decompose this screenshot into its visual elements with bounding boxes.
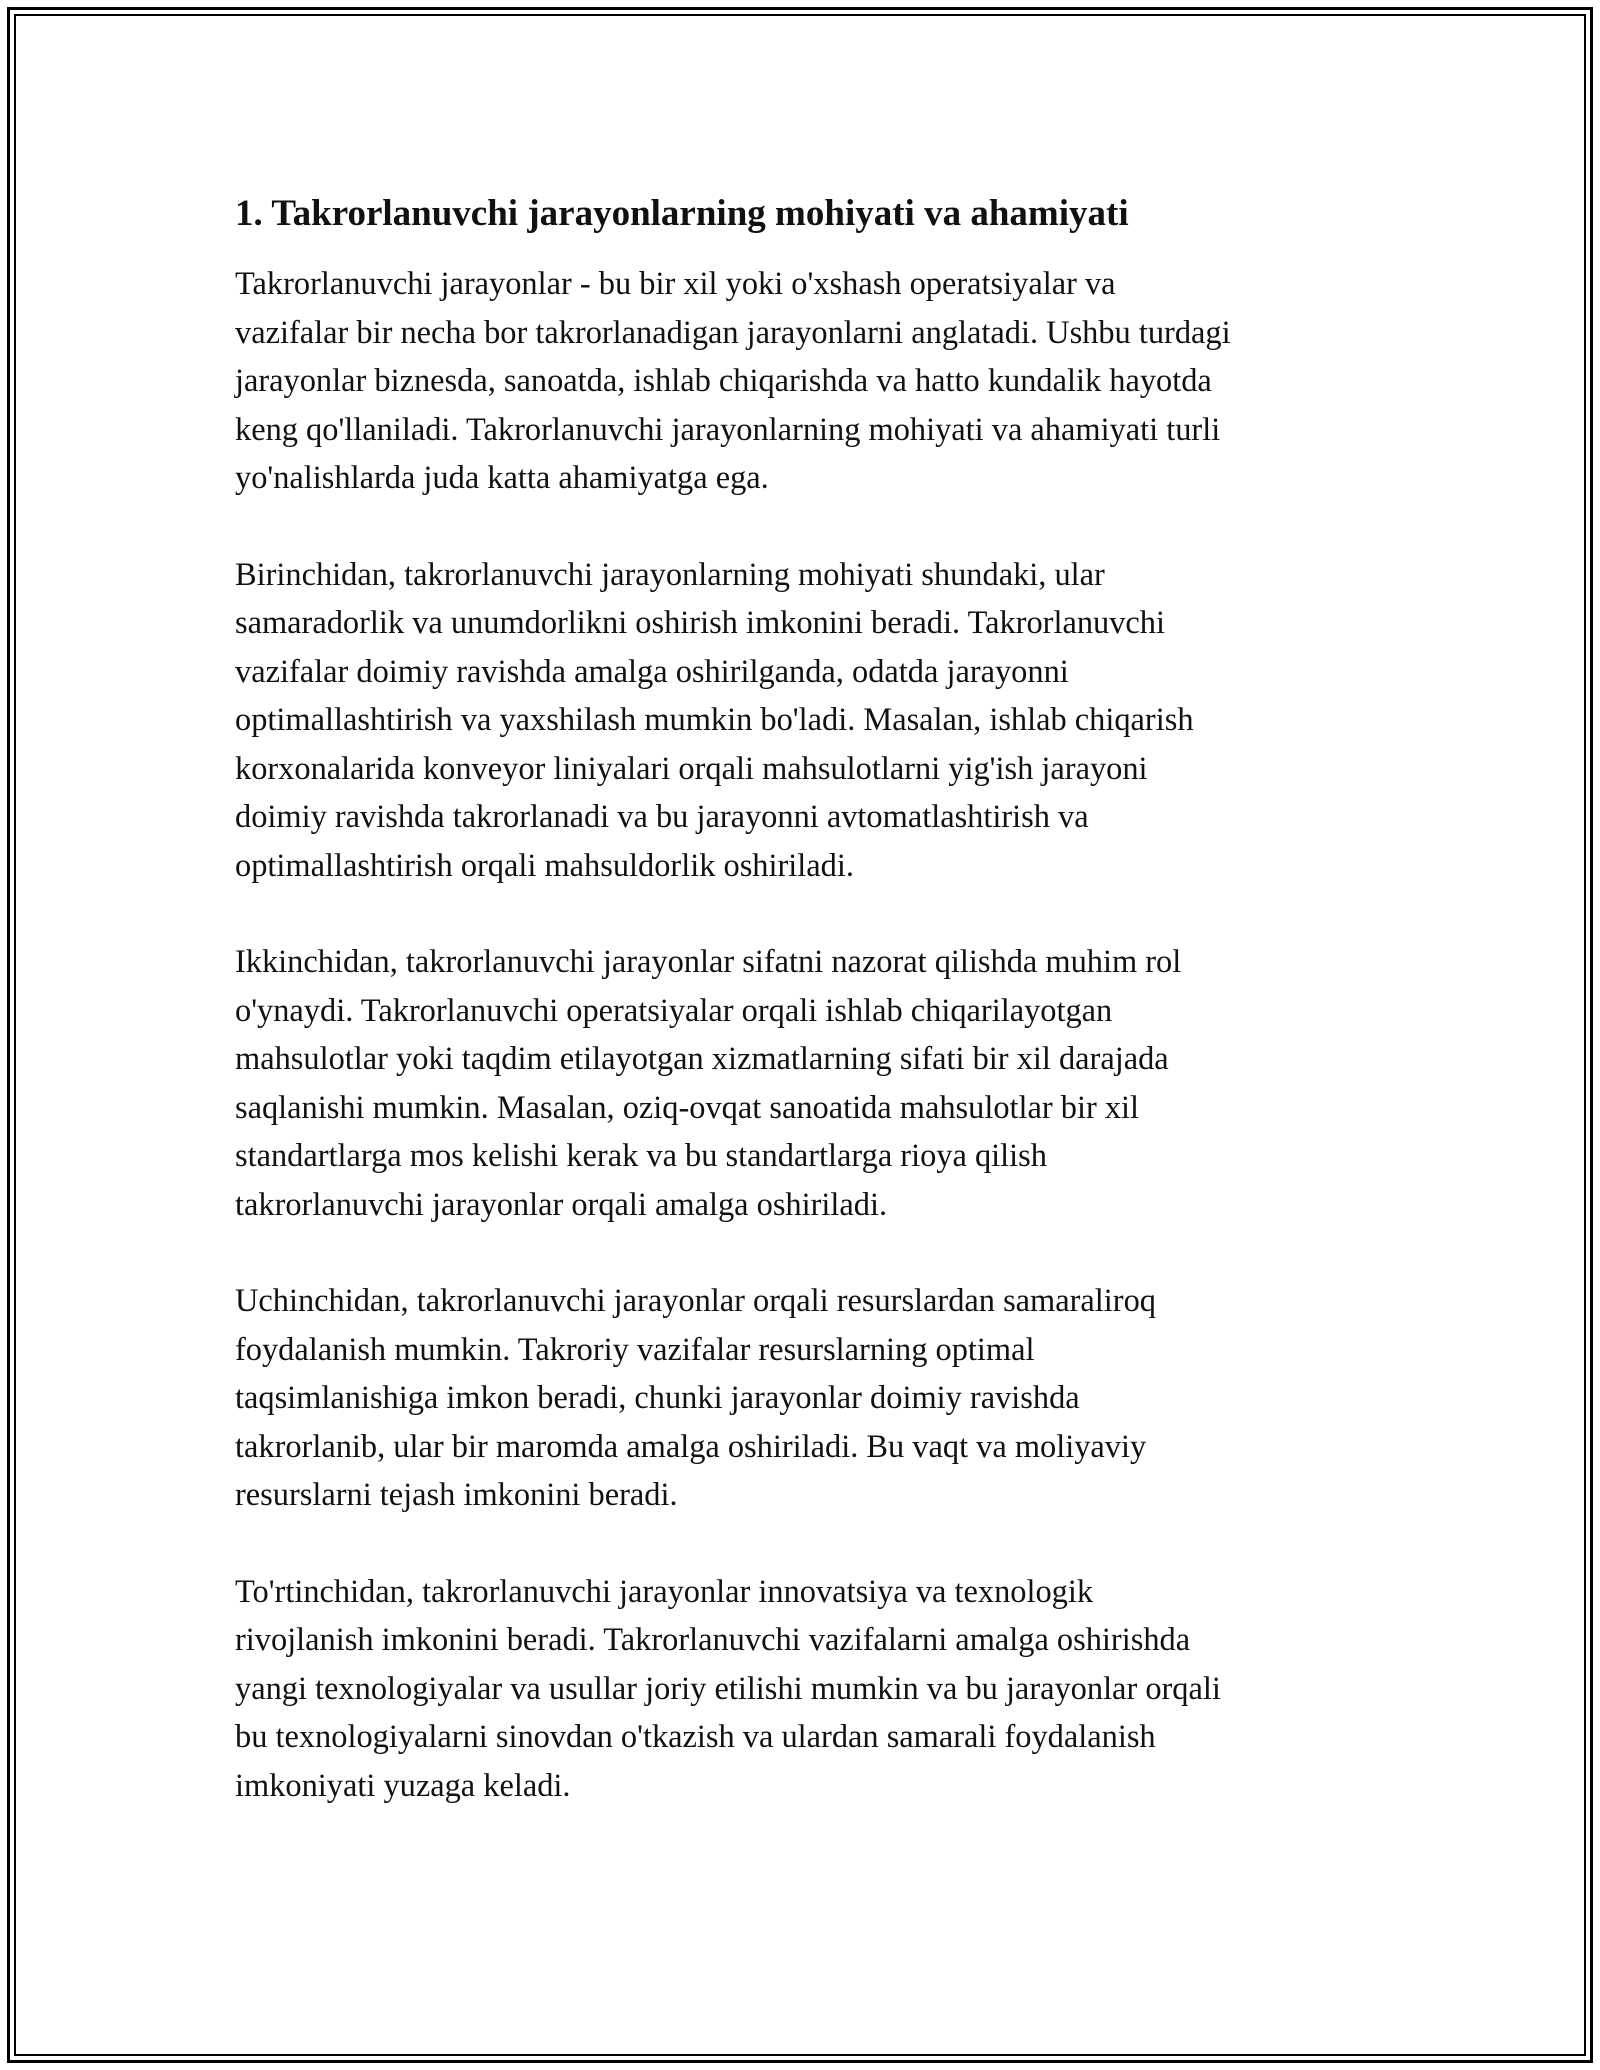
paragraph-second: Ikkinchidan, takrorlanuvchi jarayonlar sifatni nazorat qilishda muhim rol o'ynaydi. Takrorlanuvchi operatsiyalar orqali ishlab chiqarilayotgan mahsulotlar yoki taqdim etilayotgan xizmatlarning sifati bir xil darajada saqlanishi mumkin. Masalan, oziq-ovqat sanoatida mahsulotlar bir xil standartlarga mos kelishi kerak va bu standartlarga rioya qilish takrorlanuvchi jarayonlar orqali amalga oshiriladi. bbox=[235, 944, 1182, 1223]
section-heading: 1. Takrorlanuvchi jarayonlarning mohiyati va ahamiyati bbox=[235, 193, 1129, 234]
paragraph-first: Birinchidan, takrorlanuvchi jarayonlarning mohiyati shundaki, ular samaradorlik va unumdorlikni oshirish imkonini beradi. Takrorlanuvchi vazifalar doimiy ravishda amalga oshirilganda, odatda jarayonni optimallashtirish va yaxshilash mumkin bo'ladi. Masalan, ishlab chiqarish korxonalarida konveyor liniyalari orqali mahsulotlarni yig'ish jarayoni doimiy ravishda takrorlanadi va bu jarayonni avtomatlashtirish va optimallashtirish orqali mahsuldorlik oshiriladi. bbox=[235, 556, 1194, 884]
document-body bbox=[235, 188, 1385, 1858]
paragraph-fourth: To'rtinchidan, takrorlanuvchi jarayonlar innovatsiya va texnologik rivojlanish imkonini beradi. Takrorlanuvchi vazifalarni amalga oshirishda yangi texnologiyalar va usullar joriy etilishi mumkin va bu jarayonlar orqali bu texnologiyalarni sinovdan o'tkazish va ulardan samarali foydalanish imkoniyati yuzaga keladi. bbox=[235, 1573, 1221, 1804]
paragraph-third: Uchinchidan, takrorlanuvchi jarayonlar orqali resurslardan samaraliroq foydalanish mumkin. Takroriy vazifalar resurslarning optimal taqsimlanishiga imkon beradi, chunki jarayonlar doimiy ravishda takrorlanib, ular bir maromda amalga oshiriladi. Bu vaqt va moliyaviy resurslarni tejash imkonini beradi. bbox=[235, 1283, 1156, 1513]
paragraph-intro: Takrorlanuvchi jarayonlar - bu bir xil yoki o'xshash operatsiyalar va vazifalar bir necha bor takrorlanadigan jarayonlarni anglatadi. Ushbu turdagi jarayonlar biznesda, sanoatda, ishlab chiqarishda va hatto kundalik hayotda keng qo'llaniladi. Takrorlanuvchi jarayonlarning mohiyati va ahamiyati turli yo'nalishlarda juda katta ahamiyatga ega. bbox=[235, 266, 1231, 496]
